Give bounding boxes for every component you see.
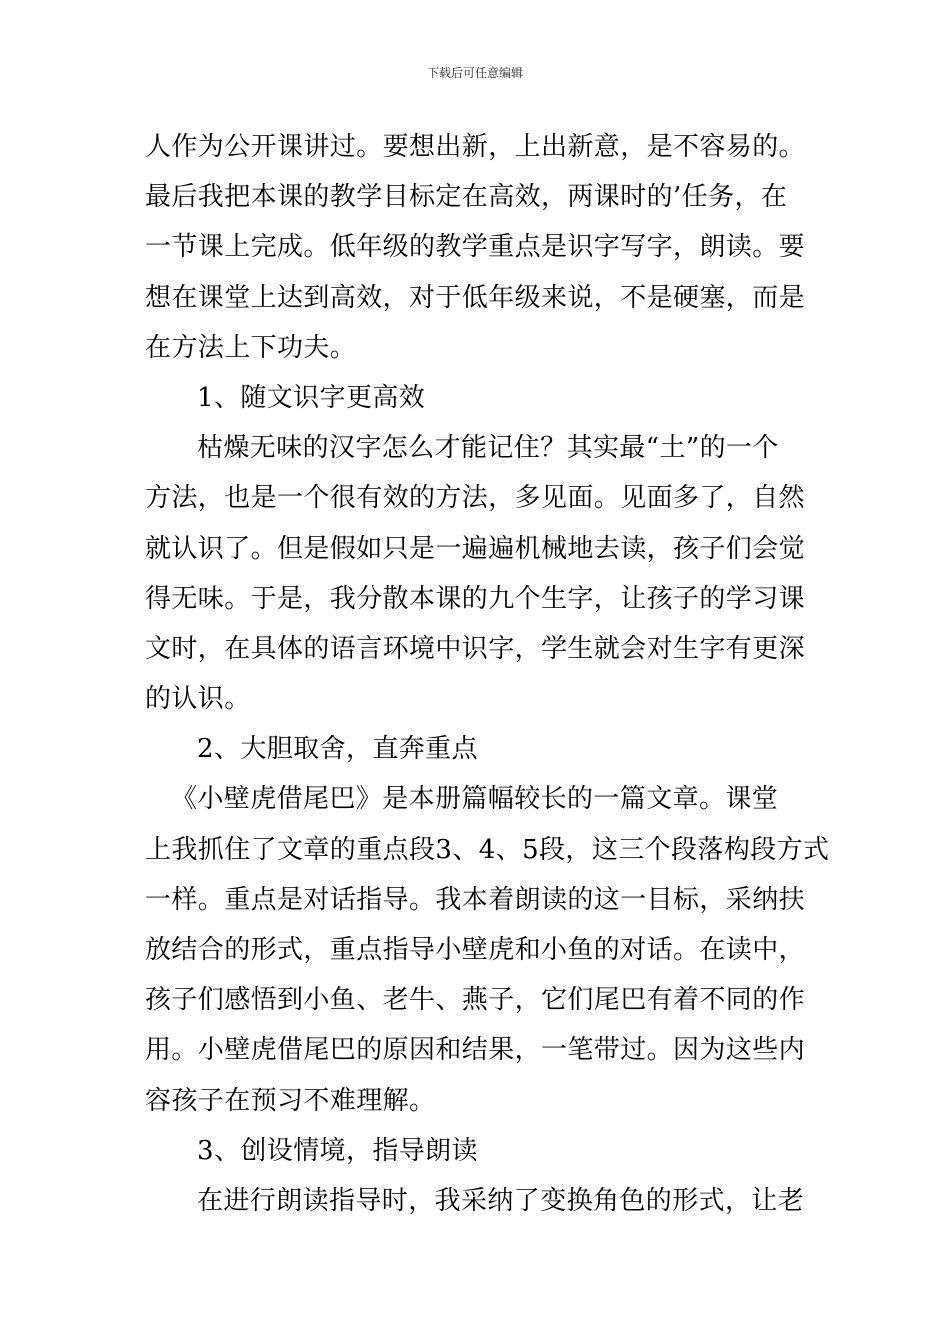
- text-line: 孩子们感悟到小鱼、老牛、燕子，它们尾巴有着不同的作: [145, 985, 806, 1016]
- text-line: 人作为公开课讲过。要想出新，上出新意，是不容易的。: [145, 132, 806, 162]
- section-heading: 3、创设情境，指导朗读: [197, 1135, 478, 1166]
- text-line: 最后我把本课的教学目标定在高效，两课时的’任务，在: [145, 182, 788, 213]
- paragraph-start: 在进行朗读指导时，我采纳了变换角色的形式，让老: [197, 1185, 805, 1216]
- text-line: 放结合的形式，重点指导小壁虎和小鱼的对话。在读中，: [145, 935, 806, 965]
- document-body: [145, 122, 830, 1226]
- text-line: 容孩子在预习不难理解。: [145, 1085, 436, 1116]
- section-heading: 1、随文识字更高效: [197, 382, 426, 413]
- text-line: 上我抓住了文章的重点段3、4、5段，这三个段落构段方式: [145, 834, 830, 865]
- page-header-note: 下载后可任意编辑: [426, 66, 523, 80]
- text-line: 方法，也是一个很有效的方法，多见面。见面多了，自然: [145, 483, 806, 514]
- text-line: 一节课上完成。低年级的教学重点是识字写字，朗读。要: [145, 232, 806, 263]
- text-line: 文时，在具体的语言环境中识字，学生就会对生字有更深: [145, 633, 806, 664]
- paragraph-start: 《小壁虎借尾巴》是本册篇幅较长的一篇文章。课堂: [171, 784, 779, 815]
- paragraph-start: 枯燥无味的汉字怎么才能记住？其实最“土”的一个: [197, 433, 779, 464]
- text-line: 一样。重点是对话指导。我本着朗读的这一目标，采纳扶: [145, 884, 806, 915]
- text-line: 就认识了。但是假如只是一遍遍机械地去读，孩子们会觉: [145, 533, 806, 564]
- text-line: 的认识。: [145, 684, 251, 715]
- text-line: 得无味。于是，我分散本课的九个生字，让孩子的学习课: [145, 583, 806, 614]
- text-line: 用。小壁虎借尾巴的原因和结果，一笔带过。因为这些内: [145, 1035, 806, 1066]
- text-line: 在方法上下功夫。: [145, 332, 357, 363]
- section-heading: 2、大胆取舍，直奔重点: [197, 734, 478, 765]
- text-line: 想在课堂上达到高效，对于低年级来说，不是硬塞，而是: [145, 282, 806, 313]
